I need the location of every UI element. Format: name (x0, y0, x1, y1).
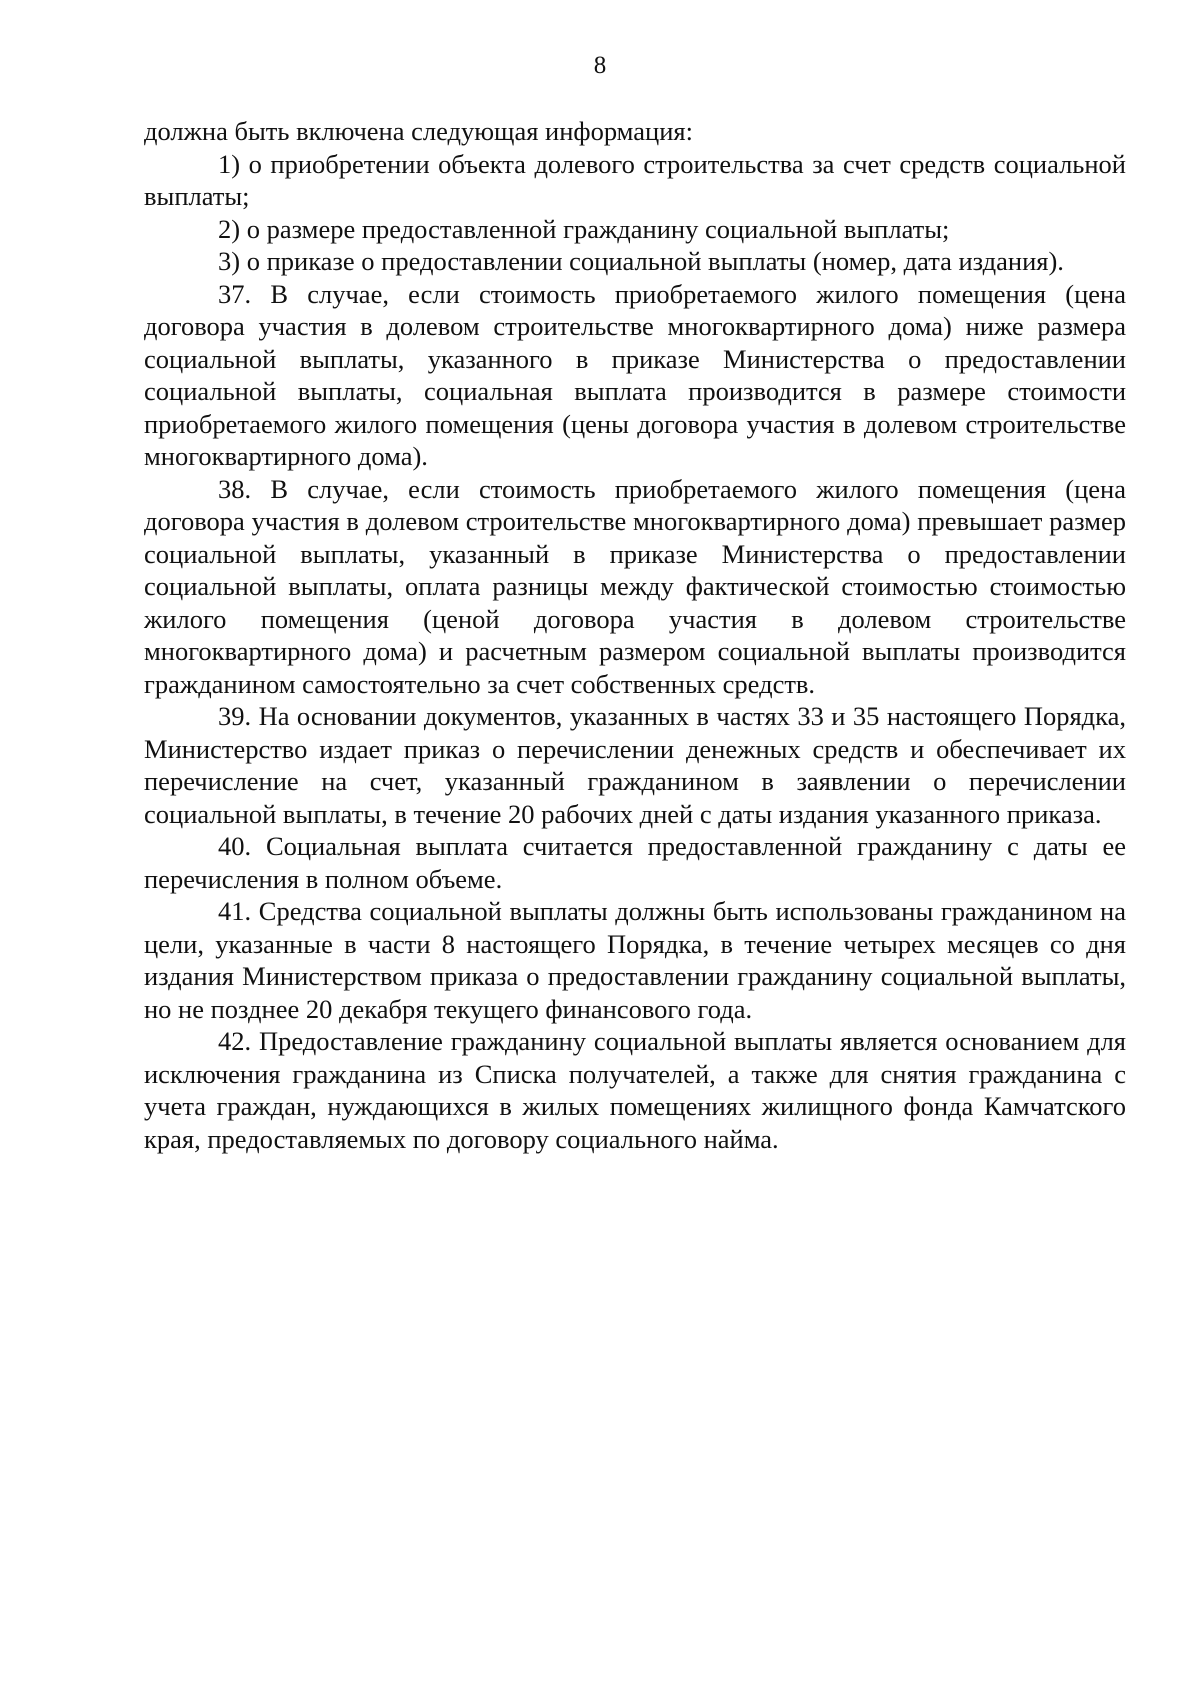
paragraph-item-2: 2) о размере предоставленной гражданину социальной выплаты; (218, 213, 950, 244)
paragraph-section-39: 39. На основании документов, указанных в частях 33 и 35 настоящего Порядка, Министерство издает приказ о перечислении денежных средств и обеспечивает их перечисление на счет, указанный гражданином в заявлении о перечислении социальной выплаты, в течение 20 рабочих дней с даты издания указанного приказа. (144, 701, 1126, 829)
paragraph-item-3: 3) о приказе о предоставлении социальной выплаты (номер, дата издания). (218, 246, 1064, 276)
paragraph-section-41: 41. Средства социальной выплаты должны быть использованы гражданином на цели, указанные в части 8 настоящего Порядка, в течение четырех месяцев со дня издания Министерством приказа о предоставлении гражданину социальной выплаты, но не позднее 20 декабря текущего финансового года. (144, 896, 1126, 1024)
paragraph-section-38: 38. В случае, если стоимость приобретаемого жилого помещения (цена договора участия в долевом строительстве многоквартирного дома) превышает размер социальной выплаты, указанный в приказе Министерства о предоставлении социальной выплаты, оплата разницы между фактической стоимостью стоимостью жилого помещения (ценой договора участия в долевом строительстве многоквартирного дома) и расчетным размером социальной выплаты производится гражданином самостоятельно за счет собственных средств. (144, 473, 1126, 699)
paragraph-section-42: 42. Предоставление гражданину социальной выплаты является основанием для исключения гражданина из Списка получателей, а также для снятия гражданина с учета граждан, нуждающихся в жилых помещениях жилищного фонда Камчатского края, предоставляемых по договору социального найма. (144, 1026, 1126, 1154)
paragraph-item-1: 1) о приобретении объекта долевого строительства за счет средств социальной выплаты; (144, 148, 1126, 211)
paragraph-section-40: 40. Социальная выплата считается предоставленной гражданину с даты ее перечисления в полном объеме. (144, 831, 1126, 894)
paragraph-section-37: 37. В случае, если стоимость приобретаемого жилого помещения (цена договора участия в долевом строительстве многоквартирного дома) ниже размера социальной выплаты, указанного в приказе Министерства о предоставлении социальной выплаты, социальная выплата производится в размере стоимости приобретаемого жилого помещения (цены договора участия в долевом строительстве многоквартирного дома). (144, 278, 1126, 471)
document-body (144, 115, 1126, 1155)
paragraph-intro-line: должна быть включена следующая информация: (144, 116, 693, 146)
page-number: 8 (593, 52, 607, 79)
